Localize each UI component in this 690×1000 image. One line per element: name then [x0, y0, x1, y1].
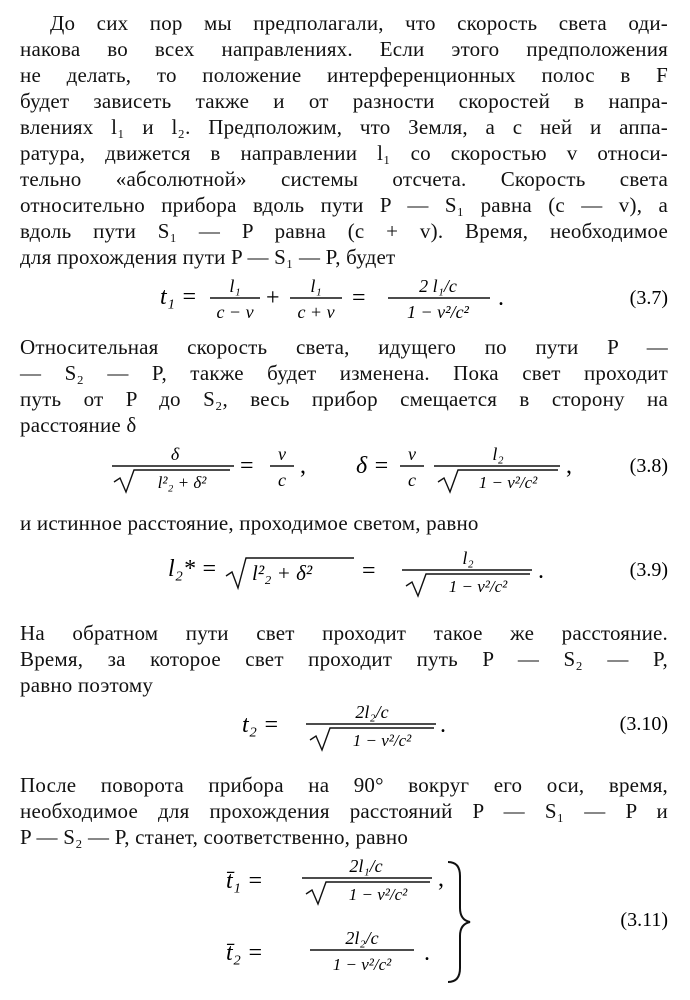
fraction-denominator: c	[278, 470, 286, 490]
fraction-numerator: v	[408, 444, 416, 464]
eq-lhs: l₂* =	[168, 556, 218, 582]
text-line: P — S₂ — P, станет, соответственно, равно	[20, 825, 409, 849]
equation-3-10-svg	[20, 698, 668, 758]
fraction-numerator: v	[278, 444, 286, 464]
paragraph-3	[20, 510, 668, 536]
text-line: До сих пор мы предполагали, что скорость света оди-	[50, 11, 668, 35]
period: .	[498, 285, 504, 311]
text-line: и истинное расстояние, проходимое светом, равно	[20, 511, 479, 535]
eq-lhs: t̄₂ =	[226, 940, 264, 966]
text-line: На обратном пути свет проходит такое же расстояние.	[20, 621, 668, 645]
paragraph-2	[20, 334, 668, 438]
equals-sign: =	[240, 453, 254, 479]
text-line: не делать, то положение интерференционных полос в F	[20, 63, 668, 87]
fraction-numerator: 2l₁/c	[349, 856, 383, 876]
fraction-numerator: l₁	[229, 276, 241, 296]
fraction-denominator: l²₂ + δ²	[157, 473, 207, 492]
fraction-denominator: 1 − v²/c²	[478, 473, 538, 492]
equation-3-7	[20, 272, 668, 332]
text-line: путь от P до S₂, весь прибор смещается в сторону на	[20, 387, 668, 411]
fraction-numerator: 2 l₁/c	[419, 276, 457, 296]
equals-sign: =	[362, 558, 376, 584]
fraction-denominator: c − v	[216, 302, 254, 322]
root-content: l²₂ + δ²	[252, 561, 313, 585]
equation-3-10	[20, 698, 668, 758]
eq-lhs: t₁ =	[160, 284, 198, 310]
equation-number: (3.11)	[620, 909, 668, 931]
text-line: После поворота прибора на 90° вокруг его оси, время,	[20, 773, 668, 797]
text-line: ратура, движется в направлении l₁ со скоростью v относи-	[20, 141, 668, 165]
text-line: расстояние δ	[20, 413, 137, 437]
equation-3-11-svg	[20, 850, 668, 990]
text-line: Относительная скорость света, идущего по пути P —	[20, 335, 668, 359]
paragraph-5	[20, 772, 668, 850]
fraction-denominator: 1 − v²/c²	[352, 731, 412, 750]
paragraph-1	[20, 10, 668, 270]
equation-number: (3.10)	[619, 713, 668, 735]
text-line: влениях l₁ и l₂. Предположим, что Земля, а с ней и аппа-	[20, 115, 668, 139]
eq-lhs: t₂ =	[242, 712, 280, 738]
text-line: необходимое для прохождения расстояний P — S₁ — P и	[20, 799, 668, 823]
equation-number: (3.8)	[629, 455, 668, 477]
plus-sign: +	[266, 285, 280, 311]
eq-lhs: δ =	[356, 453, 390, 479]
text-line: Время, за которое свет проходит путь P — S₂ — P,	[20, 647, 668, 671]
text-line: относительно прибора вдоль пути P — S₁ равна (c — v), а	[20, 193, 668, 217]
fraction-numerator: 2l₂/c	[345, 928, 379, 948]
equation-3-8	[20, 440, 668, 500]
right-brace	[448, 862, 470, 982]
text-line: накова во всех направлениях. Если этого предположения	[20, 37, 668, 61]
text-line: для прохождения пути P — S₁ — P, будет	[20, 245, 396, 269]
period: .	[440, 712, 446, 738]
equation-3-7-svg	[20, 272, 668, 332]
equation-3-9-svg	[20, 542, 668, 602]
fraction-numerator: l₂	[492, 444, 504, 464]
fraction-denominator: 1 − v²/c²	[448, 577, 508, 596]
eq-lhs: t̄₁ =	[226, 868, 264, 894]
text-line: — S₂ — P, также будет изменена. Пока свет проходит	[20, 361, 668, 385]
paragraph-4	[20, 620, 668, 698]
fraction-denominator: c	[408, 470, 416, 490]
fraction-numerator: δ	[170, 444, 180, 464]
equation-3-11	[20, 850, 668, 990]
fraction-numerator: l₁	[310, 276, 322, 296]
fraction-denominator: 1 − v²/c²	[348, 885, 408, 904]
comma: ,	[566, 453, 572, 479]
text-line: равно поэтому	[20, 673, 154, 697]
fraction-denominator: 1 − v²/c²	[332, 955, 392, 974]
fraction-numerator: l₂	[462, 548, 474, 568]
equals-sign: =	[352, 285, 366, 311]
period: .	[424, 940, 430, 966]
fraction-denominator: c + v	[297, 302, 335, 322]
fraction-denominator: 1 − v²/c²	[407, 302, 469, 322]
comma: ,	[300, 453, 306, 479]
text-line: тельно «абсолютной» системы отсчета. Скорость света	[20, 167, 668, 191]
equation-3-9	[20, 542, 668, 602]
text-line: будет зависеть также и от разности скоростей в напра-	[20, 89, 668, 113]
comma: ,	[438, 866, 444, 892]
period: .	[538, 558, 544, 584]
equation-number: (3.7)	[629, 287, 668, 309]
equation-number: (3.9)	[629, 559, 668, 581]
fraction-numerator: 2l₂/c	[355, 702, 389, 722]
equation-3-8-svg	[20, 440, 668, 500]
text-line: вдоль пути S₁ — P равна (c + v). Время, необходимое	[20, 219, 668, 243]
